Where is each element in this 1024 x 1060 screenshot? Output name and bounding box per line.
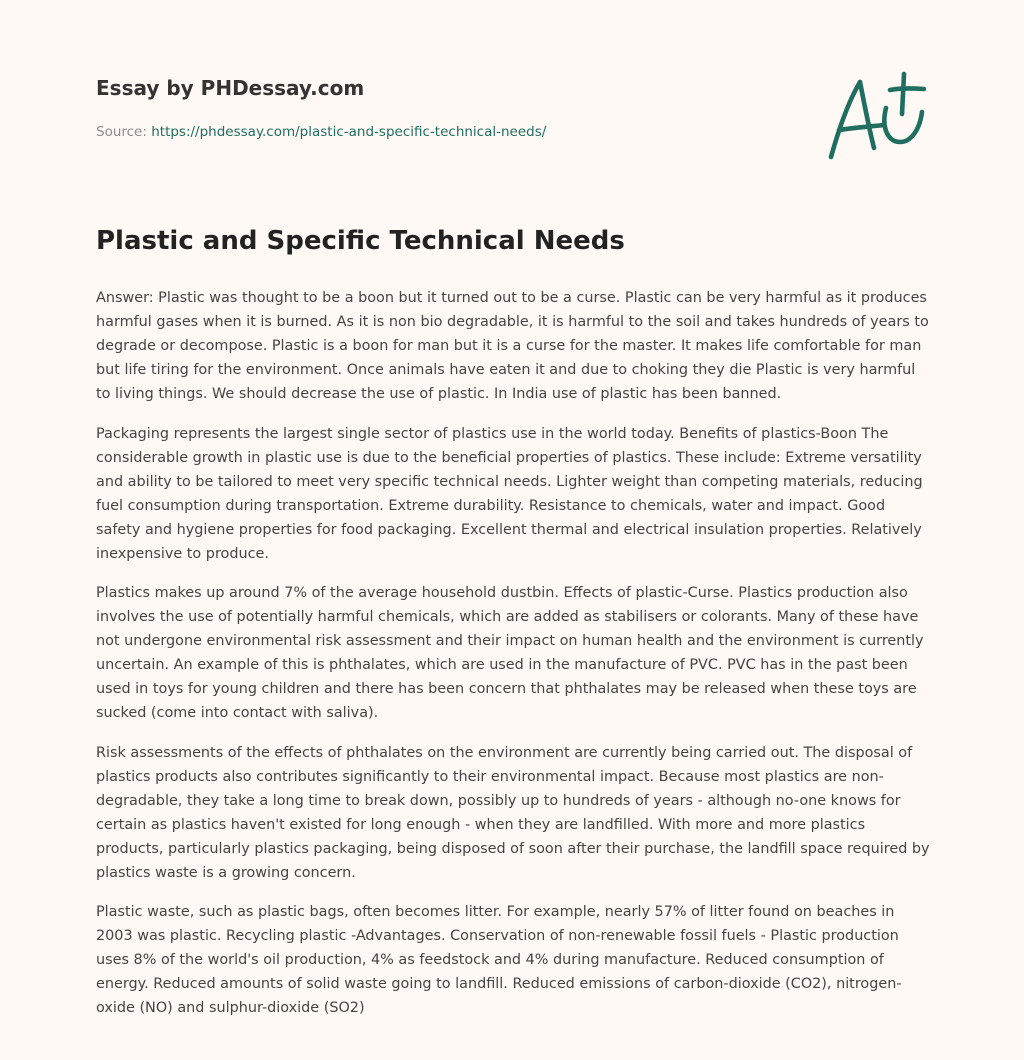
a-plus-grade-icon [826,70,926,162]
essay-paragraph: Plastics makes up around 7% of the average household dustbin. Effects of plastic-Curse. Plastics production also involves the use of potentially harmful chemicals, which are added as stabilisers or colorants. Many of these have not undergone environmental risk assessment and their impact on human health and the environment is currently uncertain. An example of this is phthalates, which are used in the manufacture of PVC. PVC has in the past been used in toys for young children and there has been concern that phthalates may be released when these toys are sucked (come into contact with saliva). [96,585,924,721]
essay-title: Plastic and Specific Technical Needs [96,226,625,256]
source-label: Source: [96,124,152,140]
essay-body [96,286,930,1036]
essay-paragraph: Plastic waste, such as plastic bags, often becomes litter. For example, nearly 57% of litter found on beaches in 2003 was plastic. Recycling plastic -Advantages. Conservation of non-renewable fossil fuels - Plastic production uses 8% of the world's oil production, 4% as feedstock and 4% during manufacture. Reduced consumption of energy. Reduced amounts of solid waste going to landfill. Reduced emissions of carbon-dioxide (CO2), nitrogen-oxide (NO) and sulphur-dioxide (SO2) [96,904,902,1016]
essay-paragraph: Answer: Plastic was thought to be a boon but it turned out to be a curse. Plastic can be very harmful as it produces harmful gases when it is burned. As it is non bio degradable, it is harmful to the soil and takes hundreds of years to degrade or decompose. Plastic is a boon for man but it is a curse for the master. It makes life comfortable for man but life tiring for the environment. Once animals have eaten it and due to choking they die Plastic is very harmful to living things. We should decrease the use of plastic. In India use of plastic has been banned. [96,290,929,402]
brand-title: Essay by PHDessay.com [96,76,365,100]
source-link[interactable]: https://phdessay.com/plastic-and-specific-technical-needs/ [151,124,547,140]
source-line [96,124,546,140]
essay-paragraph: Packaging represents the largest single sector of plastics use in the world today. Benefits of plastics-Boon The considerable growth in plastic use is due to the beneficial properties of plastics. These include: Extreme versatility and ability to be tailored to meet very specific technical needs. Lighter weight than competing materials, reducing fuel consumption during transportation. Extreme durability. Resistance to chemicals, water and impact. Good safety and hygiene properties for food packaging. Excellent thermal and electrical insulation properties. Relatively inexpensive to produce. [96,425,923,562]
essay-paragraph: Risk assessments of the effects of phthalates on the environment are currently being carried out. The disposal of plastics products also contributes significantly to their environmental impact. Because most plastics are non-degradable, they take a long time to break down, possibly up to hundreds of years - although no-one knows for certain as plastics haven't existed for long enough - when they are landfilled. With more and more plastics products, particularly plastics packaging, being disposed of soon after their purchase, the landfill space required by plastics waste is a growing concern. [96,744,930,881]
